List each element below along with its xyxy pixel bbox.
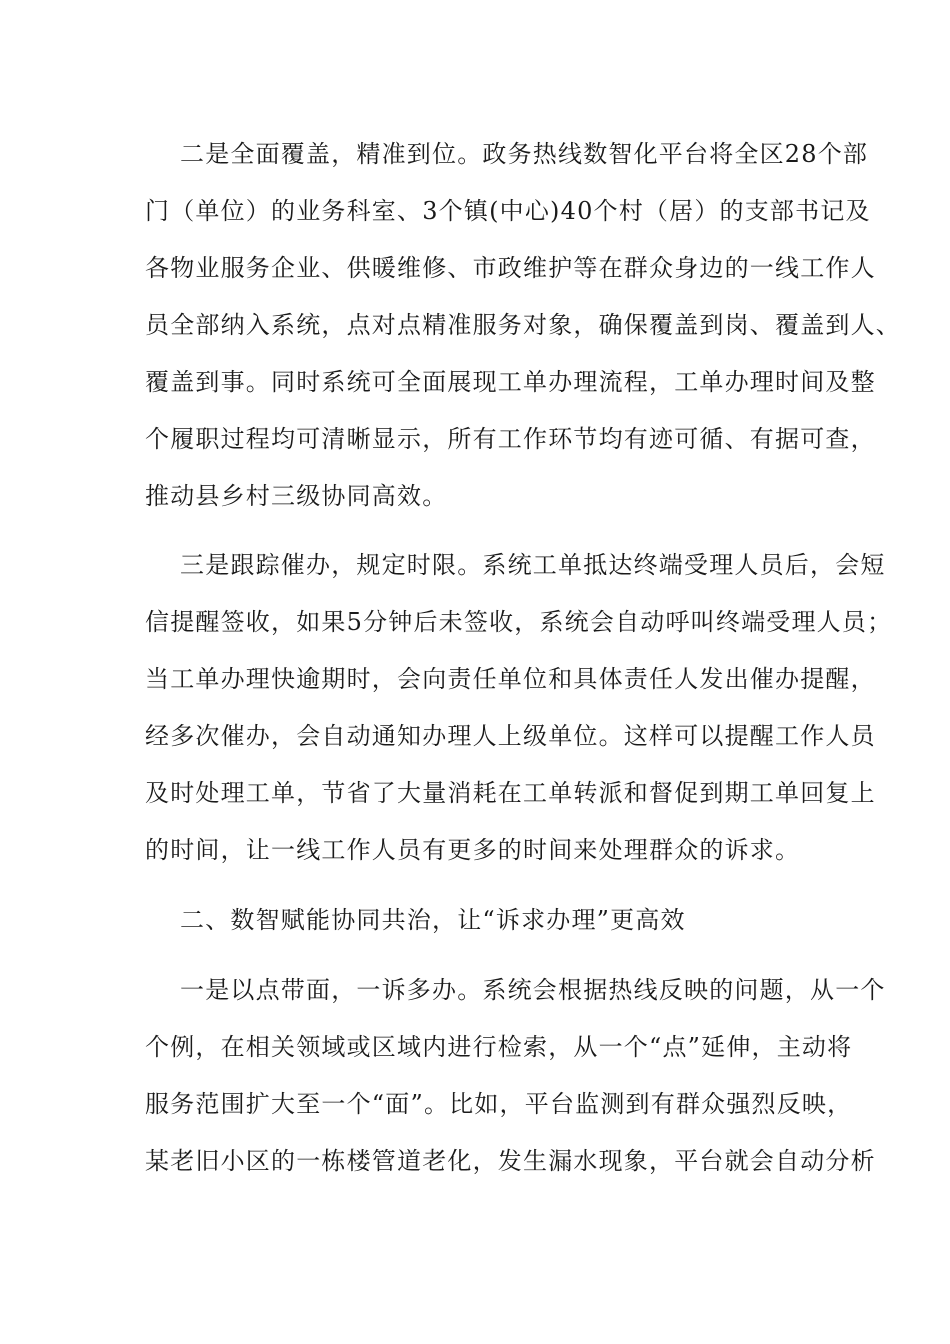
- paragraph-1-line-6: 个履职过程均可清晰显示，所有工作环节均有迹可循、有据可查，: [145, 425, 876, 453]
- paragraph-1-line-5: 覆盖到事。同时系统可全面展现工单办理流程，工单办理时间及整: [145, 368, 876, 396]
- paragraph-1-line-4: 员全部纳入系统，点对点精准服务对象，确保覆盖到岗、覆盖到人、: [145, 311, 901, 339]
- paragraph-2-line-5: 及时处理工单，节省了大量消耗在工单转派和督促到期工单回复上: [145, 779, 876, 807]
- paragraph-3-line-4: 某老旧小区的一栋楼管道老化，发生漏水现象，平台就会自动分析: [145, 1147, 876, 1175]
- paragraph-2-line-1: 三是跟踪催办，规定时限。系统工单抵达终端受理人员后，会短: [180, 551, 886, 579]
- paragraph-1-line-1: 二是全面覆盖，精准到位。政务热线数智化平台将全区28个部: [180, 140, 869, 168]
- section-heading: 二、数智赋能协同共治，让“诉求办理”更高效: [180, 906, 686, 934]
- paragraph-1-line-7: 推动县乡村三级协同高效。: [145, 482, 448, 510]
- paragraph-2-line-6: 的时间，让一线工作人员有更多的时间来处理群众的诉求。: [145, 836, 801, 864]
- paragraph-1-line-2: 门（单位）的业务科室、3个镇(中心)40个村（居）的支部书记及: [145, 197, 871, 225]
- paragraph-2-line-2: 信提醒签收，如果5分钟后未签收，系统会自动呼叫终端受理人员；: [145, 608, 893, 636]
- paragraph-3-line-2: 个例，在相关领域或区域内进行检索，从一个“点”延伸，主动将: [145, 1033, 853, 1061]
- paragraph-3-line-3: 服务范围扩大至一个“面”。比如，平台监测到有群众强烈反映，: [145, 1090, 853, 1118]
- paragraph-2-line-3: 当工单办理快逾期时，会向责任单位和具体责任人发出催办提醒，: [145, 665, 876, 693]
- paragraph-1-line-3: 各物业服务企业、供暖维修、市政维护等在群众身边的一线工作人: [145, 254, 876, 282]
- paragraph-2-line-4: 经多次催办，会自动通知办理人上级单位。这样可以提醒工作人员: [145, 722, 876, 750]
- paragraph-3-line-1: 一是以点带面，一诉多办。系统会根据热线反映的问题，从一个: [180, 976, 886, 1004]
